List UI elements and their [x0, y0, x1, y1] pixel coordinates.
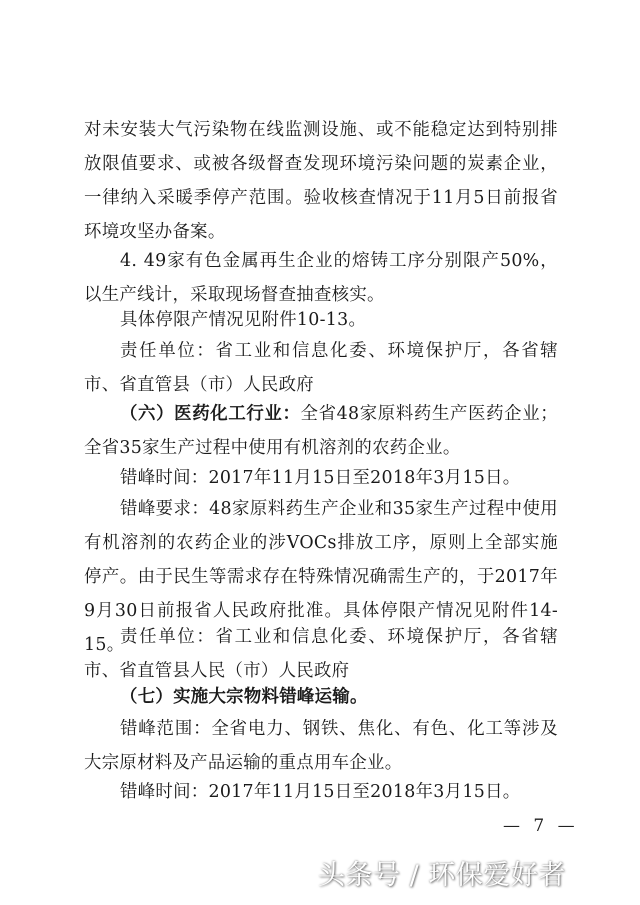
- paragraph-peak-scope: 错峰范围：全省电力、钢铁、焦化、有色、化工等涉及大宗原材料及产品运输的重点用车企业。: [84, 719, 558, 773]
- paragraph-peak-requirement: 错峰要求：48家原料药生产企业和35家生产过程中使用有机溶剂的农药企业的涉VOCs排放工序，原则上全部实施停产。由于民生等需求存在特殊情况确需生产的，于2017年9月30日前报省人民政府批准。具体停限产情况见附件14-15。: [84, 499, 558, 655]
- paragraph-peak-time-2: 错峰时间：2017年11月15日至2018年3月15日。: [120, 782, 521, 802]
- paragraph-item-4: 4. 49家有色金属再生企业的熔铸工序分别限产50%，以生产线计，采取现场督查抽查核实。: [84, 251, 558, 305]
- section-seven-number: （七）: [120, 687, 174, 707]
- section-six-body: 全省48家原料药生产医药企业；全省35家生产过程中使用有机溶剂的农药企业。: [84, 404, 558, 458]
- watermark-text: 头条号 / 环保爱好者: [318, 860, 566, 891]
- paragraph-peak-time-1: 错峰时间：2017年11月15日至2018年3月15日。: [120, 468, 521, 488]
- paragraph-section-six: [84, 397, 558, 465]
- section-six-heading: （六）医药化工行业：: [120, 404, 301, 424]
- paragraph-responsible-unit-1: 责任单位：省工业和信息化委、环境保护厅，各省辖市、省直管县（市）人民政府: [84, 341, 558, 395]
- section-seven-title: 实施大宗物料错峰运输。: [173, 687, 368, 707]
- paragraph-section-seven: [84, 680, 558, 714]
- paragraph-carbon-enterprises: 对未安装大气污染物在线监测设施、或不能稳定达到特别排放限值要求、或被各级督查发现环境污染问题的炭素企业，一律纳入采暖季停产范围。验收核查情况于11月5日前报省环境攻坚办备案。: [84, 120, 558, 242]
- page-number: — 7 —: [503, 816, 579, 836]
- paragraph-attachment-10-13: 具体停限产情况见附件10-13。: [120, 310, 367, 330]
- paragraph-responsible-unit-2: 责任单位：省工业和信息化委、环境保护厅，各省辖市、省直管县人民（市）人民政府: [84, 627, 558, 681]
